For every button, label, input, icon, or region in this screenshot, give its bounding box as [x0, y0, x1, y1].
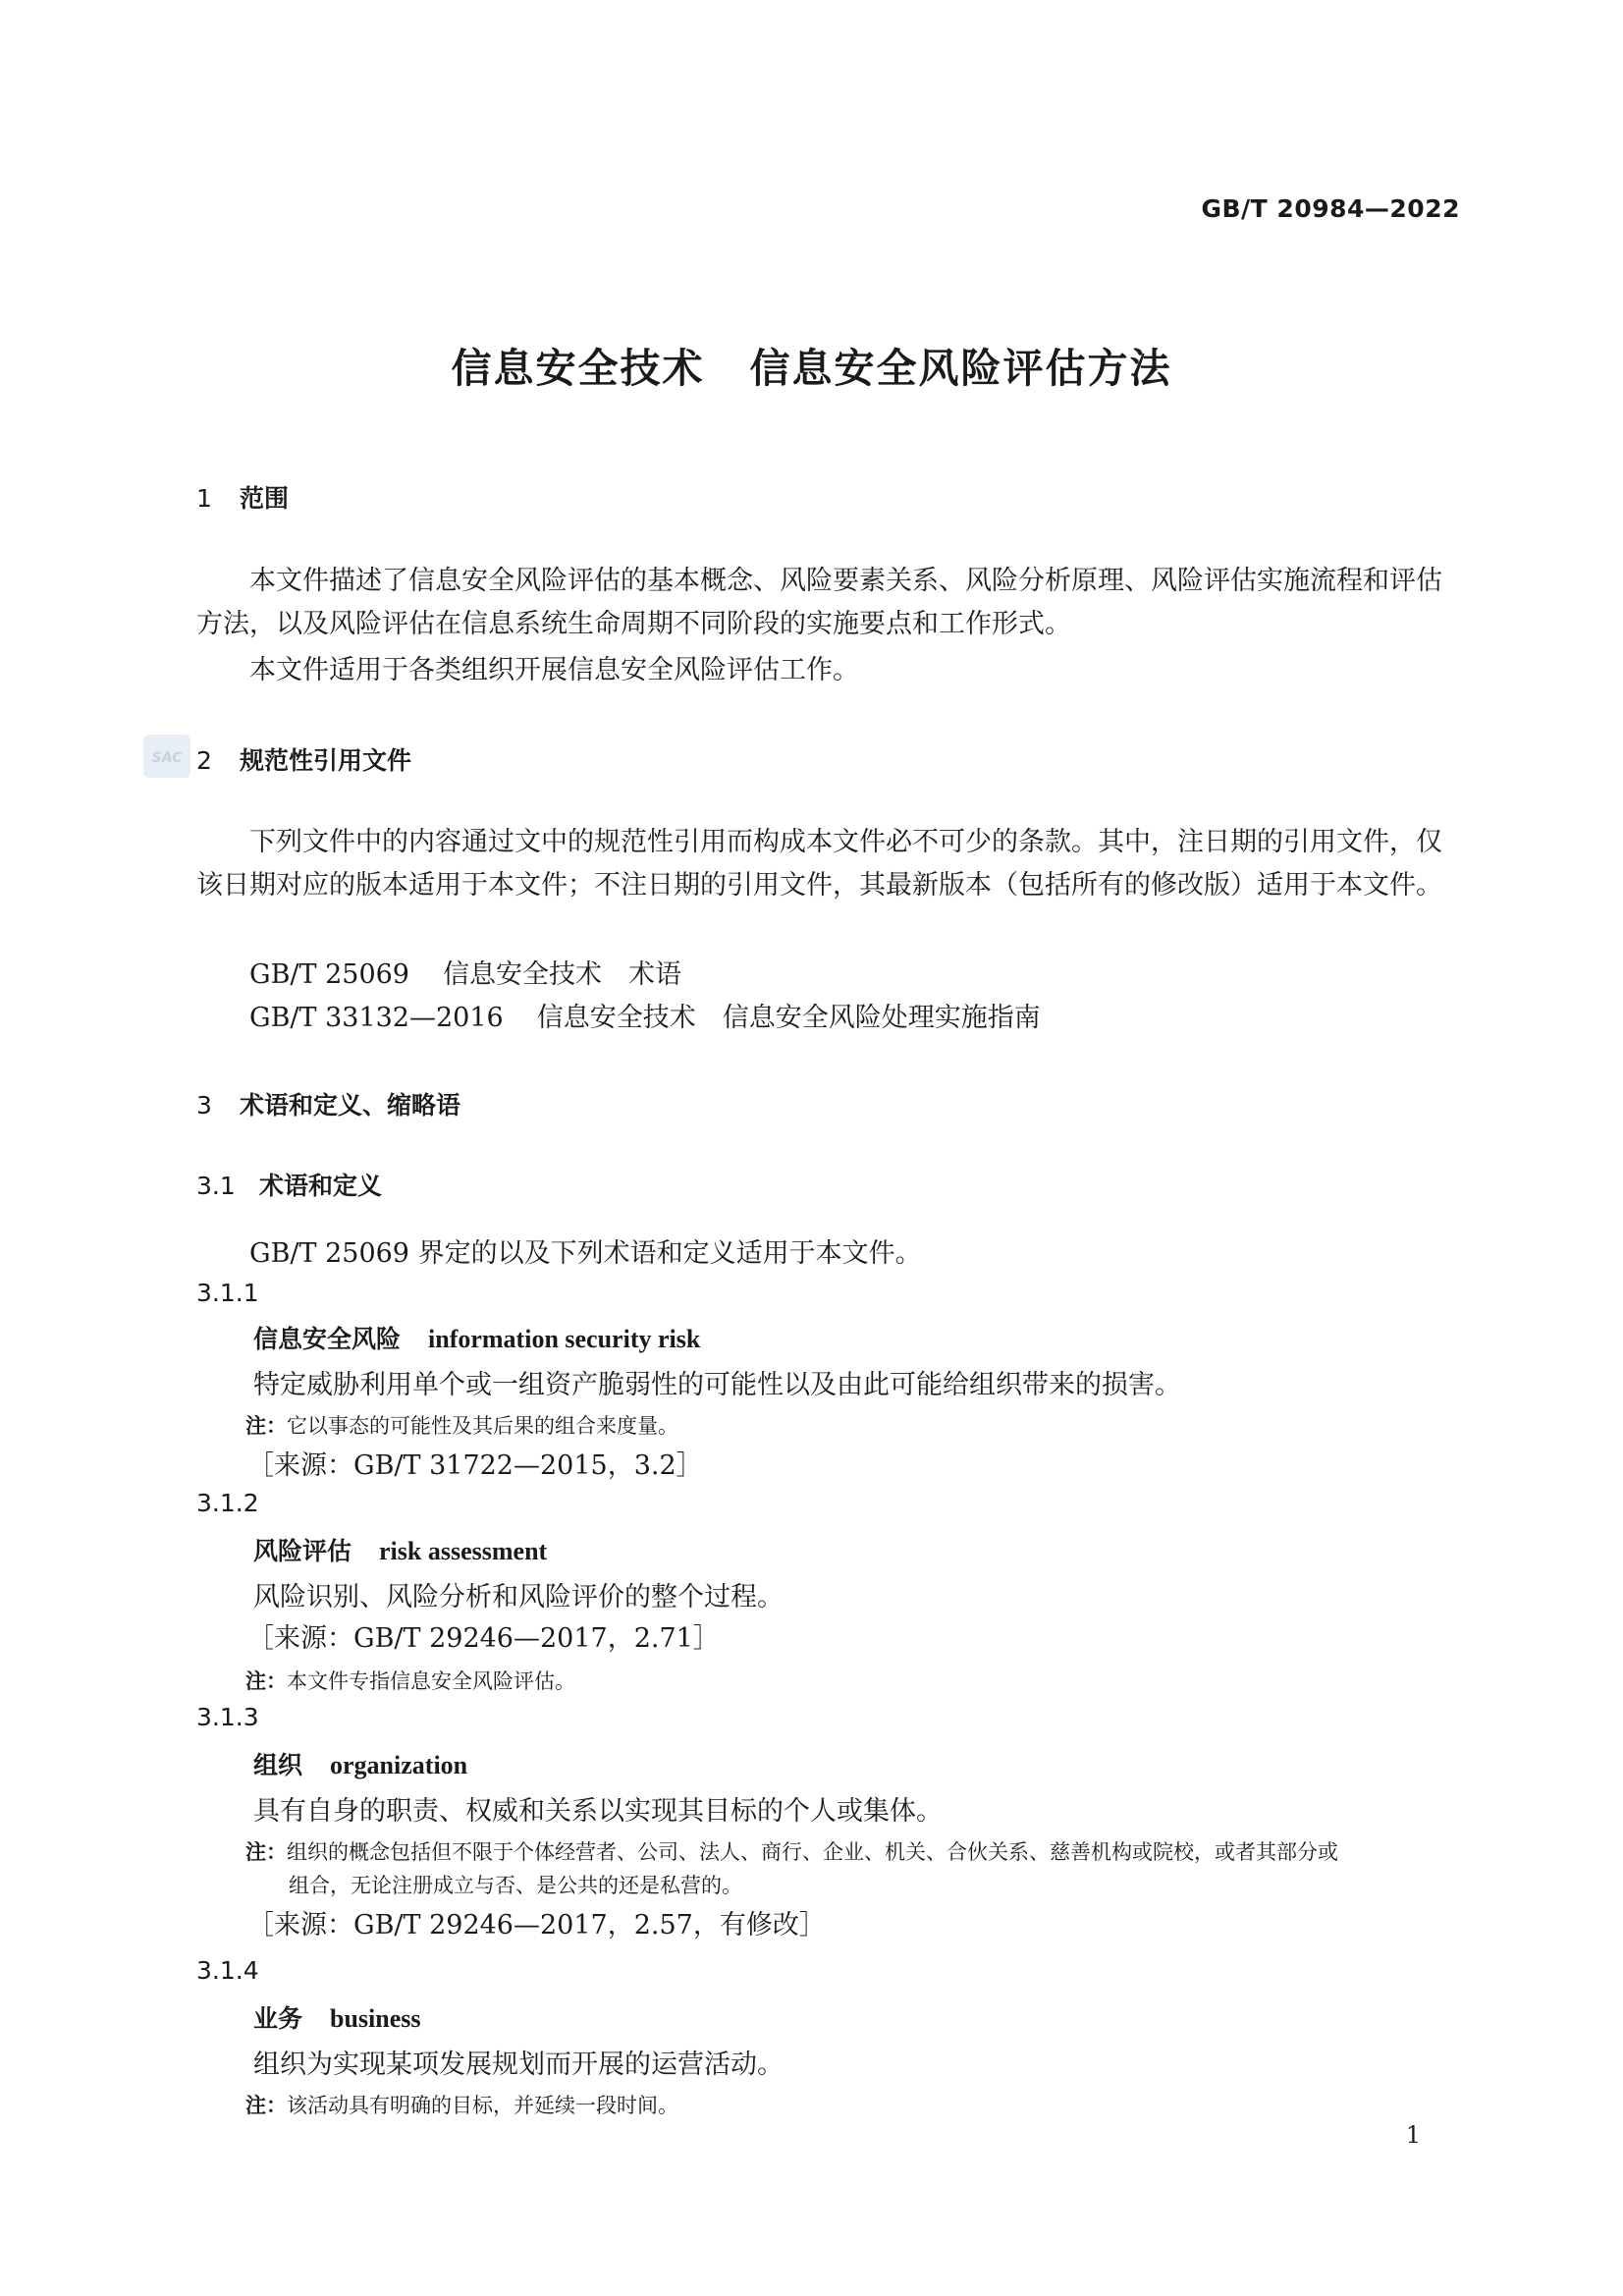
term-number: 3.1.3 — [196, 1703, 259, 1731]
term-heading: 信息安全风险 information security risk — [253, 1325, 701, 1353]
title-part2: 信息安全风险评估方法 — [749, 345, 1172, 392]
term-heading: 业务 business — [253, 2004, 421, 2033]
section-3-1-intro: GB/T 25069 界定的以及下列术语和定义适用于本文件。 — [249, 1238, 922, 1269]
term-source: ［来源：GB/T 29246—2017，2.71］ — [247, 1623, 720, 1654]
term-note: 注：本文件专指信息安全风险评估。 — [245, 1669, 575, 1693]
term-source: ［来源：GB/T 31722—2015，3.2］ — [247, 1450, 703, 1481]
document-title — [0, 336, 1623, 394]
section-3-heading: 3 术语和定义、缩略语 — [196, 1091, 461, 1120]
term-definition: 组织为实现某项发展规划而开展的运营活动。 — [253, 2050, 784, 2080]
term-number: 3.1.4 — [196, 1956, 259, 1985]
term-definition: 特定威胁利用单个或一组资产脆弱性的可能性以及由此可能给组织带来的损害。 — [253, 1370, 1181, 1400]
section-2-heading: 2 规范性引用文件 — [196, 746, 412, 775]
section-1-para-2: 本文件适用于各类组织开展信息安全风险评估工作。 — [249, 655, 859, 685]
term-source: ［来源：GB/T 29246—2017，2.57，有修改］ — [247, 1910, 826, 1941]
reference-1: GB/T 25069 信息安全技术 术语 — [249, 959, 681, 990]
term-note: 注：该活动具有明确的目标，并延续一段时间。 — [245, 2094, 678, 2117]
term-note-continuation: 组合，无论注册成立与否、是公共的还是私营的。 — [289, 1874, 742, 1897]
page-number: 1 — [1405, 2121, 1421, 2149]
section-3-1-heading: 3.1 术语和定义 — [196, 1172, 383, 1200]
title-part1: 信息安全技术 — [451, 345, 705, 392]
term-heading: 组织 organization — [253, 1751, 468, 1779]
section-2-para-1: 下列文件中的内容通过文中的规范性引用而构成本文件必不可少的条款。其中，注日期的引用文件，仅该日期对应的版本适用于本文件；不注日期的引用文件，其最新版本（包括所有的修改版）适用于本文件。 — [196, 827, 1442, 901]
watermark-text: SAC — [151, 750, 183, 766]
term-number: 3.1.2 — [196, 1489, 259, 1517]
section-1-para-1: 本文件描述了信息安全风险评估的基本概念、风险要素关系、风险分析原理、风险评估实施流程和评估方法，以及风险评估在信息系统生命周期不同阶段的实施要点和工作形式。 — [196, 566, 1442, 639]
term-note: 注：它以事态的可能性及其后果的组合来度量。 — [245, 1414, 678, 1438]
term-definition: 具有自身的职责、权威和关系以实现其目标的个人或集体。 — [253, 1796, 943, 1827]
section-1-heading: 1 范围 — [196, 484, 290, 513]
standard-code: GB/T 20984—2022 — [1201, 194, 1460, 223]
reference-2: GB/T 33132—2016 信息安全技术 信息安全风险处理实施指南 — [249, 1003, 1041, 1033]
sac-watermark-logo — [143, 735, 190, 778]
term-heading: 风险评估 risk assessment — [253, 1537, 548, 1565]
term-definition: 风险识别、风险分析和风险评价的整个过程。 — [253, 1582, 784, 1613]
term-number: 3.1.1 — [196, 1279, 259, 1307]
term-note: 注：组织的概念包括但不限于个体经营者、公司、法人、商行、企业、机关、合伙关系、慈善机构或院校，或者其部分或 — [245, 1840, 1338, 1864]
